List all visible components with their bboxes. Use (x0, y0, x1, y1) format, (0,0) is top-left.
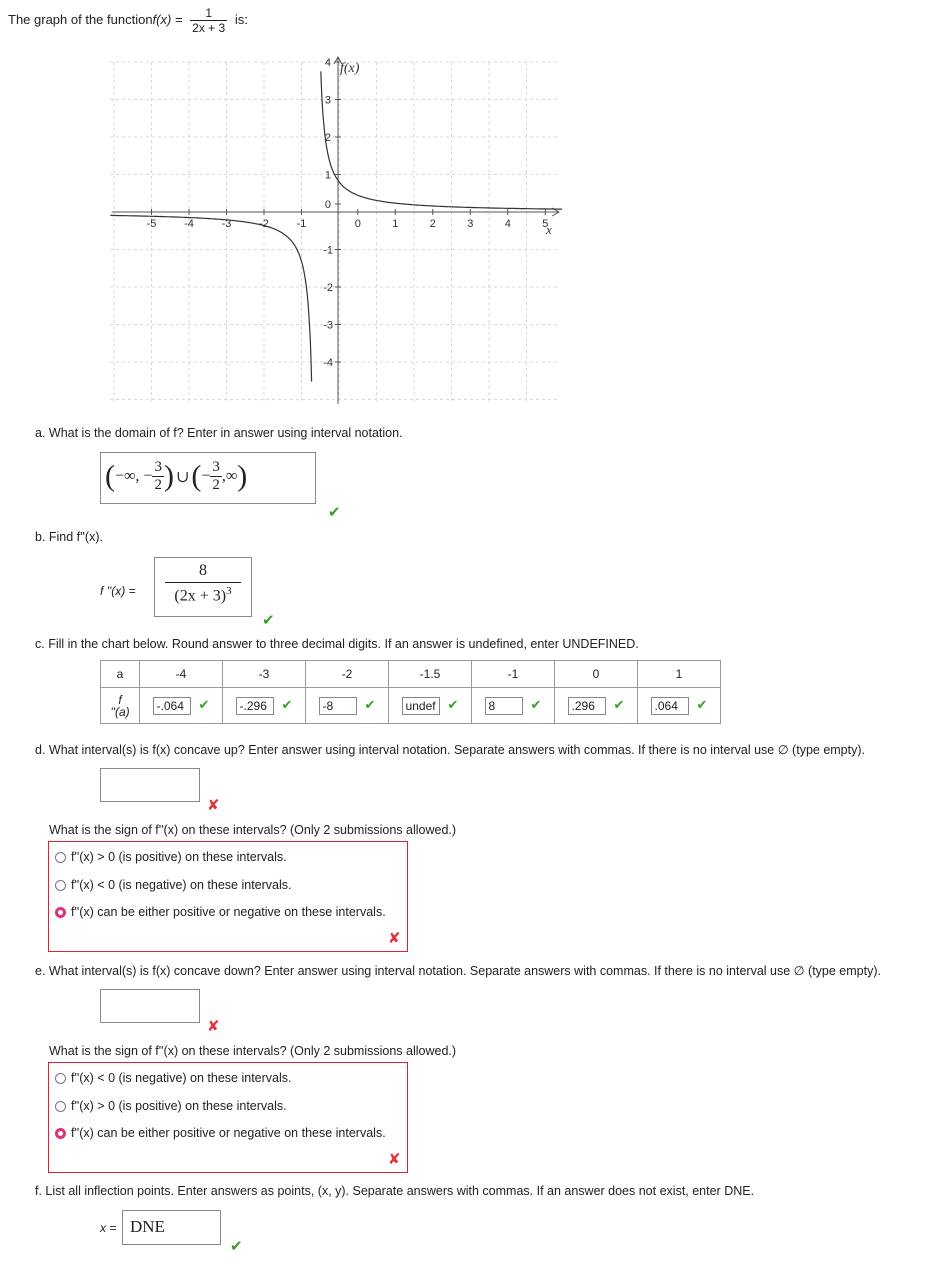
x-tick-label: 3 (467, 218, 474, 230)
sign-option[interactable]: f''(x) can be either positive or negative on these intervals. (55, 905, 386, 919)
fpp-input-neg1-5[interactable]: undef (402, 697, 440, 715)
fpp-input-neg3[interactable]: -.296 (236, 697, 274, 715)
table-cell (140, 688, 223, 724)
derivative-numerator: 8 (199, 562, 207, 579)
part-e-question: e. What interval(s) is f(x) concave down? Enter answer using interval notation. Separate answers with commas. If there is no interval use ∅ (type empty). (35, 964, 881, 978)
x-tick-label: 5 (542, 218, 549, 230)
table-cell (389, 688, 472, 724)
derivative-exponent: 3 (226, 585, 232, 597)
table-column-header: -1 (472, 661, 555, 688)
part-f-correct-icon: ✔ (230, 1237, 243, 1255)
radio-button[interactable] (55, 852, 66, 863)
x-tick-label: -3 (221, 218, 232, 230)
y-tick-label: 3 (324, 94, 331, 107)
paren-close-1: ) (163, 459, 174, 493)
table-cell (223, 688, 306, 724)
part-f-question: f. List all inflection points. Enter answers as points, (x, y). Separate answers with commas. If an answer does not exist, enter DNE. (35, 1184, 755, 1198)
y-axis-label: f(x) (340, 61, 360, 76)
part-c-question: c. Fill in the chart below. Round answer to three decimal digits. If an answer is undefined, enter UNDEFINED. (35, 637, 639, 651)
problem-statement (8, 6, 248, 35)
x-tick-label: -2 (259, 218, 269, 230)
table-header-fpp: f ''(a) (101, 688, 140, 724)
table-cell (638, 688, 721, 724)
part-d-sign-incorrect-icon: ✘ (388, 929, 401, 947)
y-tick-label: -1 (323, 244, 333, 257)
part-e-incorrect-icon: ✘ (207, 1017, 220, 1035)
x-tick-label: 0 (354, 218, 361, 230)
y-tick-label: -4 (323, 357, 333, 369)
domain-fraction-1: $\frac{3}{2}$ (154, 459, 162, 493)
table-column-header: -1.5 (389, 661, 472, 688)
curve-left-branch (110, 215, 311, 381)
curve-right-branch (321, 71, 562, 209)
part-e-sign-options (48, 1062, 408, 1173)
paren-close-2: ) (237, 459, 248, 493)
fraction-numerator: 1 (205, 6, 213, 20)
part-d-sign-options (48, 841, 408, 952)
part-a-question: a. What is the domain of f? Enter in answer using interval notation. (35, 426, 403, 440)
fpp-input-neg1[interactable]: 8 (485, 697, 523, 715)
inflection-points-answer-field[interactable]: DNE (122, 1210, 221, 1245)
function-graph (110, 50, 562, 406)
y-tick-label: 4 (324, 57, 331, 69)
x-tick-label: 2 (429, 218, 436, 230)
table-column-header: -4 (140, 661, 223, 688)
intro-prefix: The graph of the function (8, 11, 153, 27)
paren-open-1: ( (105, 459, 115, 493)
fpp-input-neg4[interactable]: -.064 (153, 697, 191, 715)
sign-option[interactable]: f''(x) > 0 (is positive) on these intervals. (55, 1099, 287, 1113)
table-cell (555, 688, 638, 724)
table-cell (306, 688, 389, 724)
function-fraction (190, 6, 227, 35)
domain-answer-field[interactable] (100, 452, 316, 504)
radio-button-selected[interactable] (55, 1128, 66, 1139)
part-b-correct-icon: ✔ (262, 611, 275, 629)
cell-correct-icon: ✔ (281, 698, 293, 713)
paren-open-2: ( (191, 459, 202, 493)
concave-down-answer-field[interactable] (100, 989, 200, 1023)
part-d-sign-question: What is the sign of f''(x) on these intervals? (Only 2 submissions allowed.) (49, 823, 457, 837)
y-tick-label: 2 (324, 132, 331, 144)
second-derivative-label: f ''(x) = (100, 584, 136, 598)
table-column-header: 0 (555, 661, 638, 688)
table-column-header: -3 (223, 661, 306, 688)
fpp-input-0[interactable]: .296 (568, 697, 606, 715)
x-tick-label: 4 (504, 218, 511, 230)
part-d-incorrect-icon: ✘ (207, 796, 220, 814)
table-row (101, 688, 721, 724)
sign-option[interactable]: f''(x) > 0 (is positive) on these intervals. (55, 850, 287, 864)
cell-correct-icon: ✔ (447, 698, 459, 713)
y-tick-label: 1 (324, 169, 331, 182)
concave-up-answer-field[interactable] (100, 768, 200, 802)
y-tick-label: -2 (323, 282, 333, 294)
y-tick-label: 0 (324, 199, 331, 211)
graph-curves (110, 71, 562, 381)
graph-axes (112, 57, 559, 404)
second-derivative-answer-field[interactable] (154, 557, 252, 617)
neg-infinity: −∞, − (115, 467, 153, 485)
inflection-x-label: x = (100, 1221, 117, 1235)
fraction-denominator: 2x + 3 (192, 21, 226, 35)
cell-correct-icon: ✔ (696, 698, 708, 713)
second-derivative-table (100, 660, 721, 724)
table-column-header: -2 (306, 661, 389, 688)
y-tick-label: -3 (323, 319, 333, 332)
table-row (101, 661, 721, 688)
part-e-sign-incorrect-icon: ✘ (388, 1150, 401, 1168)
part-b-question: b. Find f''(x). (35, 530, 103, 544)
table-cell (472, 688, 555, 724)
part-a-correct-icon: ✔ (328, 503, 341, 521)
radio-button-selected[interactable] (55, 907, 66, 918)
intro-suffix: is: (234, 11, 248, 27)
derivative-denominator: (2x + 3) (174, 587, 227, 605)
graph-ticks (147, 57, 549, 369)
sign-option[interactable]: f''(x) < 0 (is negative) on these intervals. (55, 878, 292, 892)
part-d-question: d. What interval(s) is f(x) concave up? Enter answer using interval notation. Separate answers with commas. If there is no interval use ∅ (type empty). (35, 743, 865, 757)
cell-correct-icon: ✔ (530, 698, 542, 713)
cell-correct-icon: ✔ (613, 698, 625, 713)
fpp-input-neg2[interactable]: -8 (319, 697, 357, 715)
minus-sign: − (201, 467, 211, 485)
fpp-input-1[interactable]: .064 (651, 697, 689, 715)
cell-correct-icon: ✔ (364, 698, 376, 713)
intro-func: f(x) = (152, 11, 183, 27)
x-tick-label: 1 (392, 218, 399, 230)
sign-option[interactable]: f''(x) < 0 (is negative) on these intervals. (55, 1071, 292, 1085)
x-axis-label: x (546, 222, 552, 237)
x-tick-label: -5 (146, 218, 157, 230)
table-header-a: a (101, 661, 140, 688)
radio-button[interactable] (55, 880, 66, 891)
sign-option[interactable]: f''(x) can be either positive or negative on these intervals. (55, 1126, 386, 1140)
pos-infinity: ,∞ (221, 467, 238, 485)
cell-correct-icon: ✔ (198, 698, 210, 713)
x-tick-label: -4 (184, 218, 194, 230)
domain-fraction-2: $\frac{3}{2}$ (212, 459, 220, 493)
x-tick-label: -1 (296, 218, 307, 230)
union-symbol: ∪ (175, 468, 190, 486)
part-e-sign-question: What is the sign of f''(x) on these intervals? (Only 2 submissions allowed.) (49, 1044, 457, 1058)
table-column-header: 1 (638, 661, 721, 688)
graph-grid (110, 62, 560, 402)
radio-button[interactable] (55, 1101, 66, 1112)
radio-button[interactable] (55, 1073, 66, 1084)
